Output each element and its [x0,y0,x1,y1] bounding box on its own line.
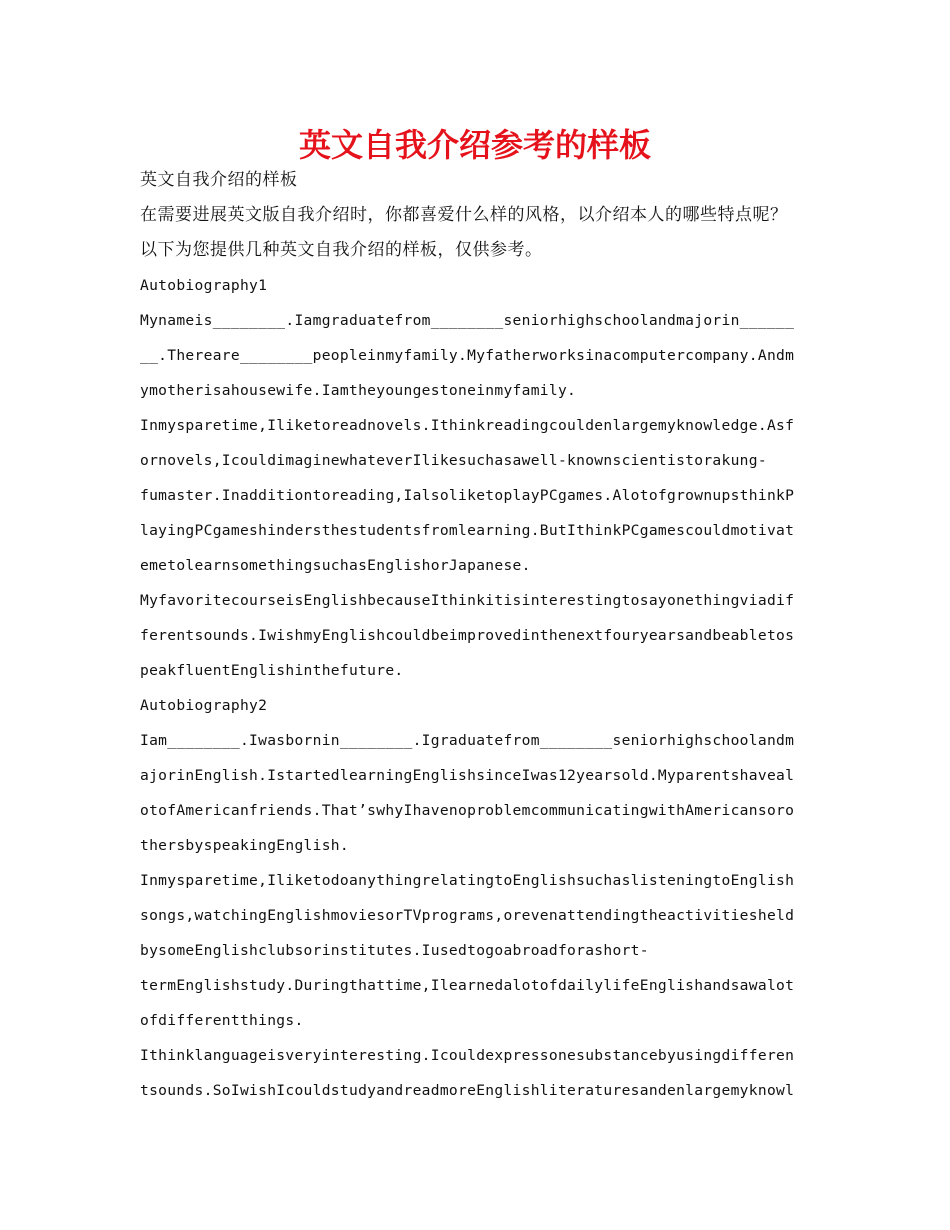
text-line: ofdifferentthings. [140,1012,304,1029]
intro-line: 以下为您提供几种英文自我介绍的样板，仅供参考。 [140,240,543,260]
text-line: peakfluentEnglishinthefuture. [140,662,404,679]
text-line: MyfavoritecourseisEnglishbecauseIthinkitisinterestingtosayonethingviadif [140,592,795,609]
text-line: Mynameis________.Iamgraduatefrom________seniorhighschoolandmajorin______ [140,312,795,329]
text-line: ajorinEnglish.IstartedlearningEnglishsinceIwas12yearsold.Myparentshaveal [140,767,795,784]
intro-line: 在需要进展英文版自我介绍时，你都喜爱什么样的风格，以介绍本人的哪些特点呢？ [140,205,788,225]
text-line: otofAmericanfriends.That’swhyIhavenoproblemcommunicatingwithAmericansoro [140,802,795,819]
text-line: layingPCgameshindersthestudentsfromlearning.ButIthinkPCgamescouldmotivat [140,522,795,539]
text-line: thersbyspeakingEnglish. [140,837,349,854]
subtitle-line: 英文自我介绍的样板 [140,170,298,190]
text-line: ornovels,IcouldimaginewhateverIlikesuchasawell-knownscientistorakung- [140,452,767,469]
text-line: termEnglishstudy.Duringthattime,IlearnedalotofdailylifeEnglishandsawalot [140,977,795,994]
text-line: Iam________.Iwasbornin________.Igraduatefrom________seniorhighschoolandm [140,732,795,749]
text-line: emetolearnsomethingsuchasEnglishorJapanese. [140,557,531,574]
text-line: fumaster.Inadditiontoreading,IalsoliketoplayPCgames.AlotofgrownupsthinkP [140,487,795,504]
document-body [140,163,812,1108]
document-title: 英文自我介绍参考的样板 [298,126,651,164]
text-line: Inmysparetime,IliketodoanythingrelatingtoEnglishsuchaslisteningtoEnglish [140,872,795,889]
text-line: Ithinklanguageisveryinteresting.Icouldexpressonesubstancebyusingdifferen [140,1047,795,1064]
text-line: tsounds.SoIwishIcouldstudyandreadmoreEnglishliteraturesandenlargemyknowl [140,1082,795,1099]
text-line: songs,watchingEnglishmoviesorTVprograms,orevenattendingtheactivitiesheld [140,907,795,924]
text-line: bysomeEnglishclubsorinstitutes.Iusedtogoabroadforashort- [140,942,649,959]
text-line: ymotherisahousewife.Iamtheyoungestoneinmyfamily. [140,382,577,399]
section-heading-autobiography-1: Autobiography1 [140,277,268,294]
text-line: ferentsounds.IwishmyEnglishcouldbeimprovedinthenextfouryearsandbeabletos [140,627,795,644]
text-line: Inmysparetime,Iliketoreadnovels.Ithinkreadingcouldenlargemyknowledge.Asf [140,417,795,434]
text-line: __.Thereare________peopleinmyfamily.Myfatherworksinacomputercompany.Andm [140,347,795,364]
section-heading-autobiography-2: Autobiography2 [140,697,268,714]
